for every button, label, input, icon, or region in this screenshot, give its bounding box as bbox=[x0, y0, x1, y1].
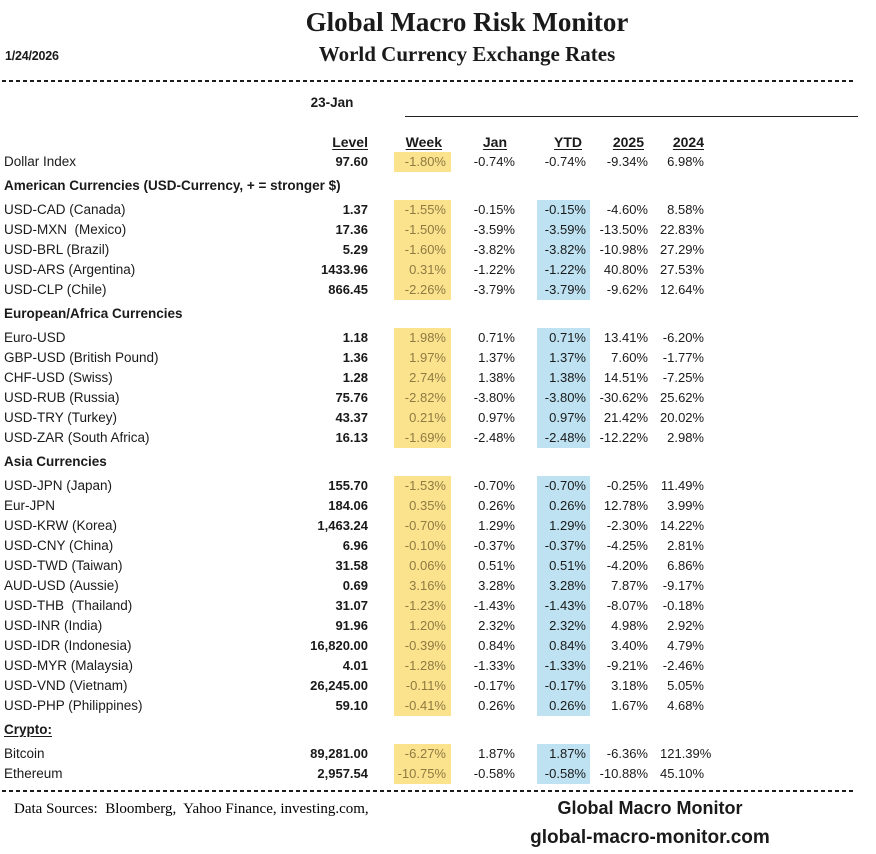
cell-ytd: -3.59% bbox=[537, 220, 590, 240]
cell-jan: 1.29% bbox=[478, 518, 515, 533]
cell-level: 0.69 bbox=[342, 578, 368, 593]
cell-2025: -4.25% bbox=[606, 538, 648, 553]
cell-2025: 7.87% bbox=[611, 578, 648, 593]
cell-2024: 11.49% bbox=[660, 478, 704, 493]
cell-ytd: -0.58% bbox=[537, 764, 590, 784]
cell-ytd: -1.22% bbox=[537, 260, 590, 280]
cell-level: 43.37 bbox=[335, 410, 368, 425]
cell-ytd: 0.26% bbox=[537, 496, 590, 516]
cell-2024: 45.10% bbox=[660, 766, 705, 781]
cell-2025: -13.50% bbox=[599, 222, 648, 237]
rates-table bbox=[0, 95, 876, 784]
row-label: USD-MXN (Mexico) bbox=[4, 222, 127, 237]
cell-2024: 3.99% bbox=[667, 498, 704, 513]
cell-2024: -7.25% bbox=[662, 370, 704, 385]
table-row bbox=[0, 388, 876, 408]
section-header-row bbox=[0, 720, 876, 740]
table-row bbox=[0, 744, 876, 764]
cell-2024: 20.02% bbox=[660, 410, 705, 425]
section-title: Crypto: bbox=[4, 722, 52, 737]
cell-week: 1.98% bbox=[394, 328, 451, 348]
cell-2024: 2.81% bbox=[667, 538, 704, 553]
section-header-row bbox=[0, 304, 876, 324]
row-label: USD-ZAR (South Africa) bbox=[4, 430, 150, 445]
cell-jan: 0.26% bbox=[478, 698, 515, 713]
row-label: USD-VND (Vietnam) bbox=[4, 678, 128, 693]
col-header-level: Level bbox=[332, 134, 368, 150]
cell-2025: 14.51% bbox=[603, 370, 648, 385]
cell-2025: -8.07% bbox=[606, 598, 648, 613]
cell-2025: -10.88% bbox=[599, 766, 648, 781]
cell-2024: -6.20% bbox=[662, 330, 704, 345]
cell-2025: 7.60% bbox=[611, 350, 648, 365]
table-row bbox=[0, 636, 876, 656]
cell-week: 1.20% bbox=[394, 616, 451, 636]
section-title: European/Africa Currencies bbox=[4, 306, 183, 321]
cell-jan: -1.33% bbox=[473, 658, 515, 673]
cell-jan: -0.15% bbox=[473, 202, 515, 217]
cell-2025: 21.42% bbox=[603, 410, 648, 425]
row-label: CHF-USD (Swiss) bbox=[4, 370, 113, 385]
cell-2025: 40.80% bbox=[603, 262, 648, 277]
row-label: USD-INR (India) bbox=[4, 618, 103, 633]
cell-jan: 1.37% bbox=[478, 350, 515, 365]
cell-week: -1.23% bbox=[394, 596, 451, 616]
brand-website: global-macro-monitor.com bbox=[530, 827, 770, 848]
row-label: USD-TRY (Turkey) bbox=[4, 410, 118, 425]
row-label: USD-ARS (Argentina) bbox=[4, 262, 136, 277]
cell-2024: 5.05% bbox=[667, 678, 704, 693]
cell-week: -1.50% bbox=[394, 220, 451, 240]
cell-week: -0.70% bbox=[394, 516, 451, 536]
cell-jan: 0.51% bbox=[478, 558, 515, 573]
cell-ytd: -0.74% bbox=[544, 154, 586, 169]
table-row bbox=[0, 152, 876, 172]
cell-ytd: 1.29% bbox=[537, 516, 590, 536]
cell-jan: 0.97% bbox=[478, 410, 515, 425]
cell-level: 184.06 bbox=[328, 498, 368, 513]
cell-week: -0.39% bbox=[394, 636, 451, 656]
cell-2024: 22.83% bbox=[660, 222, 705, 237]
cell-jan: -0.17% bbox=[473, 678, 515, 693]
cell-jan: -2.48% bbox=[473, 430, 515, 445]
cell-week: 0.06% bbox=[394, 556, 451, 576]
cell-week: -1.80% bbox=[394, 152, 451, 172]
cell-2025: -9.34% bbox=[606, 154, 648, 169]
cell-week: 1.97% bbox=[394, 348, 451, 368]
cell-ytd: 2.32% bbox=[537, 616, 590, 636]
cell-jan: 0.84% bbox=[478, 638, 515, 653]
cell-jan: -0.74% bbox=[473, 154, 515, 169]
cell-week: -0.11% bbox=[394, 676, 451, 696]
cell-2025: -6.36% bbox=[606, 746, 648, 761]
table-row bbox=[0, 220, 876, 240]
table-row bbox=[0, 596, 876, 616]
cell-week: 0.31% bbox=[394, 260, 451, 280]
cell-week: -1.28% bbox=[394, 656, 451, 676]
cell-jan: -3.79% bbox=[473, 282, 515, 297]
table-row bbox=[0, 576, 876, 596]
table-row bbox=[0, 408, 876, 428]
cell-jan: 1.38% bbox=[478, 370, 515, 385]
asof-row bbox=[0, 95, 876, 117]
col-header-jan: Jan bbox=[482, 134, 507, 150]
row-label: USD-CNY (China) bbox=[4, 538, 114, 553]
cell-level: 31.58 bbox=[335, 558, 368, 573]
cell-2025: -4.60% bbox=[606, 202, 648, 217]
cell-2024: 2.98% bbox=[667, 430, 704, 445]
table-row bbox=[0, 476, 876, 496]
cell-2024: 4.79% bbox=[667, 638, 704, 653]
cell-week: -1.69% bbox=[394, 428, 451, 448]
row-label: USD-TWD (Taiwan) bbox=[4, 558, 123, 573]
cell-2024: 6.86% bbox=[667, 558, 704, 573]
cell-ytd: -0.17% bbox=[537, 676, 590, 696]
cell-2024: 27.53% bbox=[660, 262, 705, 277]
table-row bbox=[0, 200, 876, 220]
cell-2024: 8.58% bbox=[667, 202, 704, 217]
cell-week: -1.53% bbox=[394, 476, 451, 496]
row-label: USD-IDR (Indonesia) bbox=[4, 638, 132, 653]
table-row bbox=[0, 328, 876, 348]
page-subtitle: World Currency Exchange Rates bbox=[318, 42, 616, 66]
cell-level: 5.29 bbox=[342, 242, 368, 257]
row-label: Euro-USD bbox=[4, 330, 66, 345]
cell-level: 2,957.54 bbox=[317, 766, 368, 781]
cell-2024: -9.17% bbox=[662, 578, 704, 593]
table-row bbox=[0, 368, 876, 388]
row-label: USD-BRL (Brazil) bbox=[4, 242, 110, 257]
cell-week: -1.60% bbox=[394, 240, 451, 260]
row-label: USD-THB (Thailand) bbox=[4, 598, 133, 613]
table-row bbox=[0, 556, 876, 576]
cell-2024: 14.22% bbox=[660, 518, 705, 533]
cell-week: -2.82% bbox=[394, 388, 451, 408]
cell-ytd: -0.15% bbox=[537, 200, 590, 220]
cell-jan: -3.80% bbox=[473, 390, 515, 405]
cell-2025: -10.98% bbox=[599, 242, 648, 257]
cell-ytd: -2.48% bbox=[537, 428, 590, 448]
cell-ytd: 0.84% bbox=[537, 636, 590, 656]
cell-ytd: -3.79% bbox=[537, 280, 590, 300]
table-row bbox=[0, 348, 876, 368]
cell-jan: 3.28% bbox=[478, 578, 515, 593]
section-header-row bbox=[0, 452, 876, 472]
row-label: Eur-JPN bbox=[4, 498, 56, 513]
table-row bbox=[0, 240, 876, 260]
section-title: American Currencies (USD-Currency, + = stronger $) bbox=[4, 178, 341, 193]
cell-2025: 3.40% bbox=[611, 638, 648, 653]
cell-level: 97.60 bbox=[335, 154, 368, 169]
cell-ytd: 3.28% bbox=[537, 576, 590, 596]
cell-jan: 0.71% bbox=[478, 330, 515, 345]
table-row bbox=[0, 280, 876, 300]
col-header-2025: 2025 bbox=[612, 134, 644, 150]
header-spacer bbox=[0, 132, 290, 152]
col-header-week: Week bbox=[405, 134, 442, 150]
cell-week: -1.55% bbox=[394, 200, 451, 220]
top-divider-rule bbox=[2, 80, 856, 82]
cell-week: 0.21% bbox=[394, 408, 451, 428]
cell-2024: -0.18% bbox=[662, 598, 704, 613]
cell-ytd: -1.43% bbox=[537, 596, 590, 616]
brand-block bbox=[440, 796, 860, 850]
cell-ytd: 0.51% bbox=[537, 556, 590, 576]
table-rows bbox=[0, 152, 876, 784]
cell-level: 1.36 bbox=[342, 350, 368, 365]
data-sources-note: Data Sources: Bloomberg, Yahoo Finance, investing.com, bbox=[14, 801, 369, 817]
cell-ytd: 1.38% bbox=[537, 368, 590, 388]
row-label: USD-CLP (Chile) bbox=[4, 282, 107, 297]
cell-jan: 2.32% bbox=[478, 618, 515, 633]
header-top-rule bbox=[405, 116, 858, 118]
cell-2025: -9.62% bbox=[606, 282, 648, 297]
cell-level: 31.07 bbox=[335, 598, 368, 613]
cell-level: 1433.96 bbox=[321, 262, 368, 277]
col-header-ytd: YTD bbox=[554, 134, 582, 150]
cell-jan: -3.59% bbox=[473, 222, 515, 237]
cell-2025: -4.20% bbox=[606, 558, 648, 573]
cell-2024: -2.46% bbox=[662, 658, 704, 673]
cell-week: 3.16% bbox=[394, 576, 451, 596]
cell-week: -2.26% bbox=[394, 280, 451, 300]
cell-level: 1.28 bbox=[342, 370, 368, 385]
cell-2025: 13.41% bbox=[603, 330, 648, 345]
row-label: USD-PHP (Philippines) bbox=[4, 698, 143, 713]
asof-date-label: 23-Jan bbox=[310, 95, 354, 110]
cell-ytd: 0.97% bbox=[537, 408, 590, 428]
cell-ytd: -0.70% bbox=[537, 476, 590, 496]
cell-level: 89,281.00 bbox=[310, 746, 368, 761]
cell-week: -0.41% bbox=[394, 696, 451, 716]
bottom-divider-rule bbox=[2, 790, 856, 792]
table-row bbox=[0, 656, 876, 676]
cell-jan: 1.87% bbox=[478, 746, 515, 761]
table-row bbox=[0, 496, 876, 516]
cell-level: 75.76 bbox=[335, 390, 368, 405]
cell-jan: -1.43% bbox=[473, 598, 515, 613]
cell-ytd: 0.26% bbox=[537, 696, 590, 716]
report-date: 1/24/2026 bbox=[5, 49, 59, 63]
cell-ytd: 0.71% bbox=[537, 328, 590, 348]
cell-jan: -0.70% bbox=[473, 478, 515, 493]
table-row bbox=[0, 676, 876, 696]
cell-level: 26,245.00 bbox=[310, 678, 368, 693]
cell-week: -6.27% bbox=[394, 744, 451, 764]
cell-2025: -2.30% bbox=[606, 518, 648, 533]
row-label: USD-KRW (Korea) bbox=[4, 518, 118, 533]
cell-level: 6.96 bbox=[342, 538, 368, 553]
cell-level: 1.18 bbox=[342, 330, 368, 345]
cell-2025: -12.22% bbox=[599, 430, 648, 445]
cell-level: 16.13 bbox=[335, 430, 368, 445]
cell-ytd: -1.33% bbox=[537, 656, 590, 676]
brand-name: Global Macro Monitor bbox=[557, 798, 743, 818]
cell-2024: 2.92% bbox=[667, 618, 704, 633]
col-header-2024: 2024 bbox=[672, 134, 704, 150]
table-header-row bbox=[0, 132, 876, 152]
cell-ytd: -0.37% bbox=[537, 536, 590, 556]
cell-ytd: 1.37% bbox=[537, 348, 590, 368]
cell-2025: 12.78% bbox=[603, 498, 648, 513]
cell-week: 2.74% bbox=[394, 368, 451, 388]
row-label: USD-CAD (Canada) bbox=[4, 202, 126, 217]
cell-ytd: -3.82% bbox=[537, 240, 590, 260]
row-label: USD-JPN (Japan) bbox=[4, 478, 113, 493]
row-label: Bitcoin bbox=[4, 746, 45, 761]
table-row bbox=[0, 536, 876, 556]
title-block bbox=[0, 6, 876, 68]
table-row bbox=[0, 616, 876, 636]
cell-jan: -0.58% bbox=[473, 766, 515, 781]
cell-level: 4.01 bbox=[342, 658, 368, 673]
row-label: AUD-USD (Aussie) bbox=[4, 578, 119, 593]
cell-2025: 4.98% bbox=[611, 618, 648, 633]
table-row bbox=[0, 260, 876, 280]
cell-2025: 3.18% bbox=[611, 678, 648, 693]
cell-ytd: 1.87% bbox=[537, 744, 590, 764]
cell-jan: 0.26% bbox=[478, 498, 515, 513]
cell-level: 1,463.24 bbox=[317, 518, 368, 533]
row-label: USD-MYR (Malaysia) bbox=[4, 658, 134, 673]
row-label: GBP-USD (British Pound) bbox=[4, 350, 159, 365]
page-title: Global Macro Risk Monitor bbox=[305, 7, 629, 37]
row-label: USD-RUB (Russia) bbox=[4, 390, 120, 405]
row-label: Dollar Index bbox=[4, 154, 77, 169]
cell-2025: -0.25% bbox=[606, 478, 648, 493]
cell-week: -10.75% bbox=[394, 764, 451, 784]
table-row bbox=[0, 764, 876, 784]
cell-jan: -3.82% bbox=[473, 242, 515, 257]
cell-2025: -9.21% bbox=[606, 658, 648, 673]
cell-level: 17.36 bbox=[335, 222, 368, 237]
section-header-row bbox=[0, 176, 876, 196]
cell-jan: -1.22% bbox=[473, 262, 515, 277]
cell-level: 866.45 bbox=[328, 282, 368, 297]
cell-level: 59.10 bbox=[335, 698, 368, 713]
cell-week: 0.35% bbox=[394, 496, 451, 516]
row-label: Ethereum bbox=[4, 766, 63, 781]
table-row bbox=[0, 428, 876, 448]
cell-level: 1.37 bbox=[342, 202, 368, 217]
section-title: Asia Currencies bbox=[4, 454, 107, 469]
cell-week: -0.10% bbox=[394, 536, 451, 556]
cell-2024: -1.77% bbox=[662, 350, 704, 365]
cell-2025: 1.67% bbox=[611, 698, 648, 713]
table-row bbox=[0, 516, 876, 536]
cell-level: 91.96 bbox=[335, 618, 368, 633]
cell-jan: -0.37% bbox=[473, 538, 515, 553]
cell-2024: 4.68% bbox=[667, 698, 704, 713]
cell-level: 155.70 bbox=[328, 478, 368, 493]
cell-level: 16,820.00 bbox=[310, 638, 368, 653]
table-row bbox=[0, 696, 876, 716]
cell-2024: 121.39% bbox=[660, 746, 712, 761]
cell-2025: -30.62% bbox=[599, 390, 648, 405]
cell-ytd: -3.80% bbox=[537, 388, 590, 408]
cell-2024: 6.98% bbox=[667, 154, 704, 169]
cell-2024: 27.29% bbox=[660, 242, 705, 257]
cell-2024: 25.62% bbox=[660, 390, 705, 405]
cell-2024: 12.64% bbox=[660, 282, 705, 297]
